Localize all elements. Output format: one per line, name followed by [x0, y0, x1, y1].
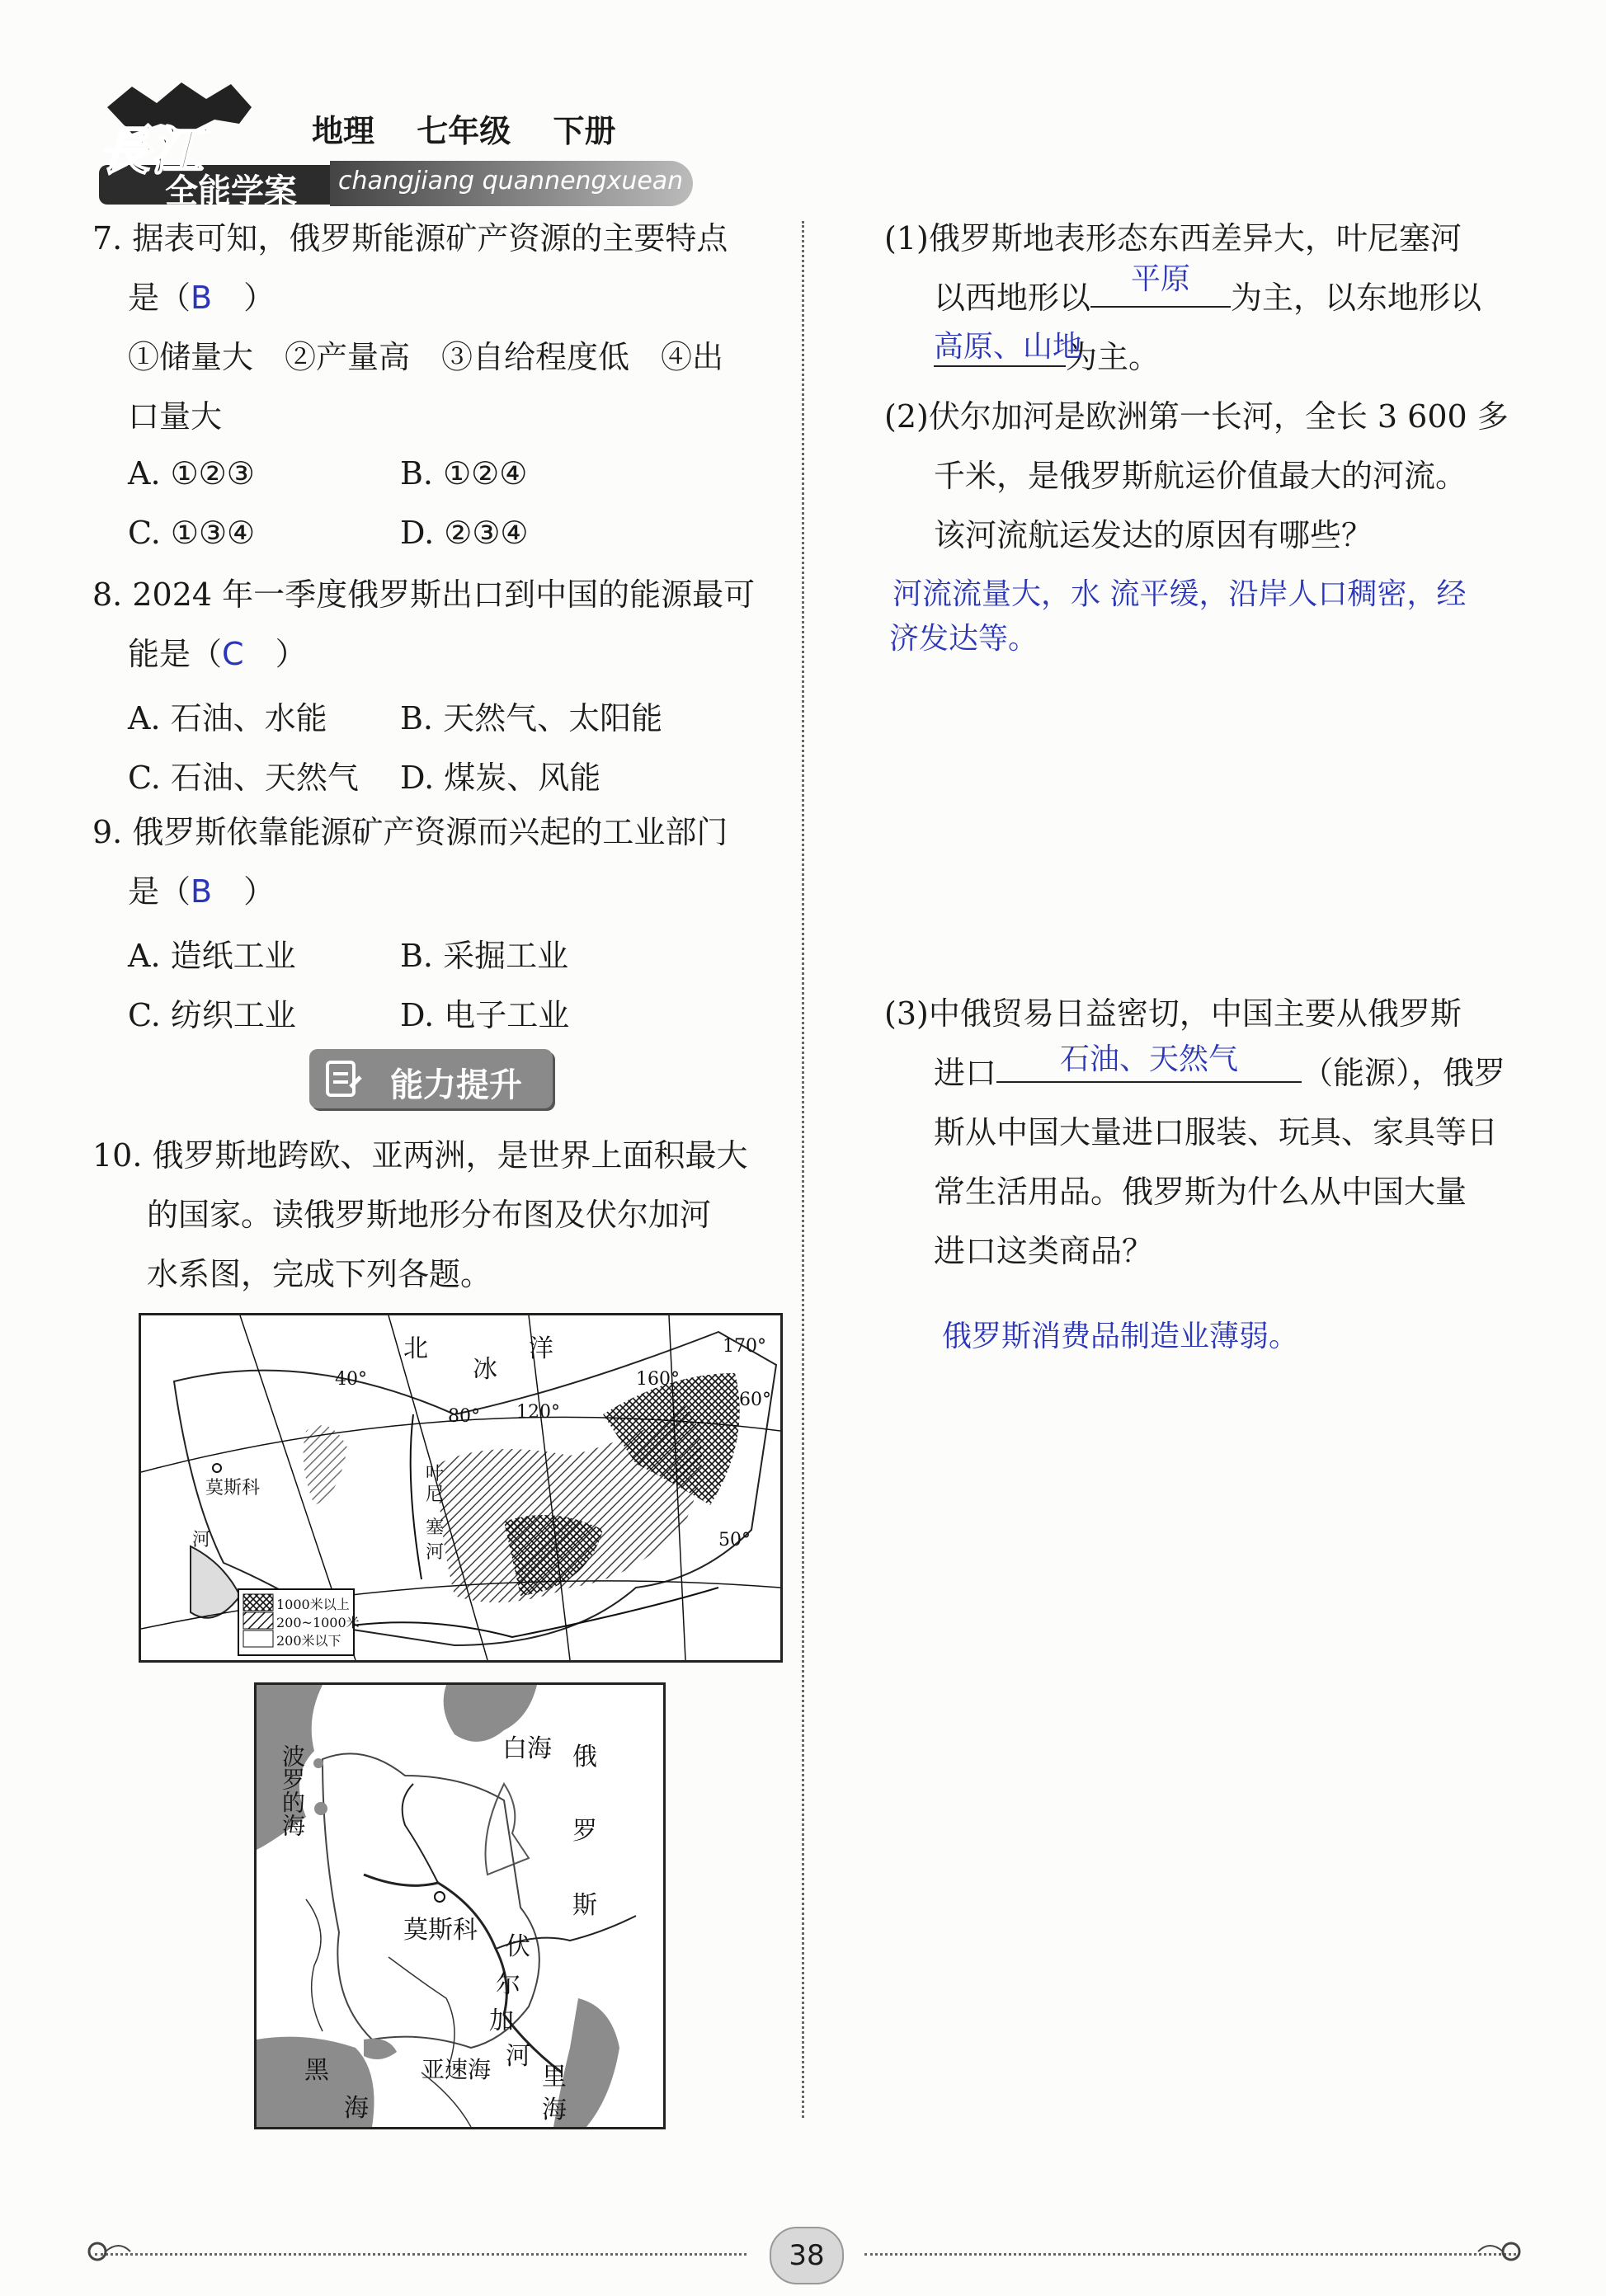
- brand-top: 長江: [97, 120, 203, 182]
- p1-answer-2: 高原、山地: [934, 330, 1083, 364]
- yenisei-he: 河: [426, 1542, 445, 1563]
- p2-answer-line1: 河流流量大，水 流平缓，沿岸人口稠密，经: [892, 577, 1467, 611]
- q9-paren-close: ）: [243, 873, 276, 910]
- meridian-160: 160°: [636, 1369, 680, 1390]
- q8-option-b: B. 天然气、太阳能: [400, 700, 663, 736]
- q8-line1: 8. 2024 年一季度俄罗斯出口到中国的能源最可: [92, 576, 756, 613]
- parallel-50: 50°: [718, 1530, 751, 1550]
- p3-line3: 斯从中国大量进口服装、玩具、家具等日: [934, 1114, 1499, 1150]
- grade: 七年级: [417, 113, 511, 149]
- p3-answer-blank: 石油、天然气: [1060, 1042, 1239, 1076]
- p1-blank-2: [934, 327, 1083, 367]
- q7-paren-close: ）: [243, 280, 276, 316]
- baltic-4: 海: [279, 1814, 306, 1837]
- q7-option-d: D. ②③④: [400, 515, 529, 551]
- p2-line3: 该河流航运发达的原因有哪些？: [934, 517, 1373, 553]
- baltic-3: 的: [279, 1790, 306, 1814]
- q10-line1: 10. 俄罗斯地跨欧、亚两洲，是世界上面积最大: [92, 1137, 748, 1174]
- volga-fu: 伏: [506, 1932, 530, 1961]
- q9-line1: 9. 俄罗斯依靠能源矿产资源而兴起的工业部门: [92, 814, 728, 850]
- q9-option-c: C. 纺织工业: [128, 997, 296, 1033]
- q7-line1: 7. 据表可知，俄罗斯能源矿产资源的主要特点: [92, 220, 728, 256]
- yenisei-ni: 尼: [426, 1484, 445, 1505]
- meridian-80: 80°: [448, 1406, 480, 1427]
- p1-blank-1: [1090, 262, 1231, 308]
- p1-line2: [934, 262, 1482, 327]
- baltic-1: 波: [279, 1744, 306, 1767]
- baltic-2: 罗: [279, 1767, 306, 1790]
- footer-rule-right: [864, 2253, 1516, 2256]
- p3-line1: (3)中俄贸易日益密切，中国主要从俄罗斯: [884, 995, 1462, 1032]
- p3-line4: 常生活用品。俄罗斯为什么从中国大量: [934, 1174, 1467, 1210]
- q7-answer: B: [191, 280, 213, 316]
- q9-option-b: B. 采掘工业: [400, 938, 569, 974]
- section-title: 能力提升: [390, 1066, 522, 1104]
- volga-river-map: [254, 1682, 666, 2129]
- moscow-label-2: 莫斯科: [403, 1916, 478, 1945]
- q7-paren-open: 是（: [128, 280, 191, 316]
- p3-line5: 进口这类商品？: [934, 1233, 1154, 1269]
- russia-luo: 罗: [572, 1817, 597, 1846]
- q7-line3: ①储量大 ②产量高 ③自给程度低 ④出: [128, 339, 724, 375]
- ocean-bei: 北: [403, 1334, 428, 1363]
- page-number-badge: [770, 2227, 844, 2284]
- p3-answer: 俄罗斯消费品制造业薄弱。: [942, 1320, 1299, 1353]
- footer-ornament-right: [1476, 2233, 1526, 2266]
- p1-text-c: 为主。: [1066, 339, 1161, 375]
- q8-paren-close: ）: [275, 636, 307, 672]
- q8-option-d: D. 煤炭、风能: [400, 760, 601, 796]
- russia-terrain-map: [139, 1313, 783, 1663]
- caspian-hai: 海: [542, 2096, 567, 2124]
- volume: 下册: [553, 113, 616, 149]
- brand-bottom: 全能学案: [165, 172, 297, 210]
- page-header: [82, 74, 693, 214]
- p3-text-b: （能源），俄罗: [1302, 1055, 1506, 1091]
- p1-text-b: 为主，以东地形以: [1231, 280, 1482, 316]
- q7-line2: [128, 268, 275, 327]
- q7-option-c: C. ①③④: [128, 515, 256, 551]
- footer-ornament-left: [82, 2233, 132, 2266]
- q7-option-a: A. ①②③: [128, 455, 255, 492]
- meridian-40: 40°: [335, 1369, 367, 1390]
- q7-option-b: B. ①②④: [400, 455, 528, 492]
- volga-he: 河: [506, 2042, 530, 2071]
- white-sea-label: 白海: [502, 1734, 552, 1763]
- page-number: 38: [789, 2239, 825, 2272]
- p1-line3: [934, 327, 1160, 387]
- p1-answer-1: 平原: [1131, 262, 1191, 296]
- caspian-li: 里: [542, 2063, 567, 2091]
- q8-option-a: A. 石油、水能: [128, 700, 327, 736]
- russia-e: 俄: [572, 1743, 597, 1771]
- q9-option-d: D. 电子工业: [400, 997, 570, 1033]
- p3-blank: [996, 1043, 1302, 1083]
- q9-line2: [128, 862, 275, 921]
- q9-paren-open: 是（: [128, 873, 191, 910]
- q8-line2: [128, 624, 307, 684]
- yenisei-ye: 叶: [426, 1464, 445, 1484]
- header-subject: [312, 106, 616, 151]
- azov-sea-label: 亚速海: [422, 2056, 492, 2083]
- clipboard-icon: [321, 1057, 364, 1100]
- legend-high: 1000米以上: [276, 1597, 350, 1612]
- black-sea-hei: 黑: [304, 2056, 329, 2085]
- ocean-yang: 洋: [529, 1334, 553, 1363]
- volga-er: 尔: [496, 1970, 520, 1999]
- russia-si: 斯: [572, 1891, 597, 1920]
- meridian-120: 120°: [516, 1402, 560, 1423]
- q10-line2: 的国家。读俄罗斯地形分布图及伏尔加河: [147, 1197, 712, 1233]
- q8-paren-open: 能是（: [128, 636, 223, 672]
- column-divider: [802, 221, 804, 2118]
- brand-pinyin: changjiang quannengxuean: [338, 167, 684, 195]
- p1-line1: (1)俄罗斯地表形态东西差异大，叶尼塞河: [884, 220, 1462, 256]
- q9-answer: B: [191, 873, 213, 910]
- legend-mid: 200~1000米: [276, 1615, 360, 1630]
- parallel-60: 60°: [739, 1390, 771, 1410]
- p3-line2: [934, 1043, 1505, 1103]
- p3-text-a: 进口: [934, 1055, 997, 1091]
- p2-line2: 千米，是俄罗斯航运价值最大的河流。: [934, 458, 1467, 494]
- subject: 地理: [312, 113, 375, 149]
- river-label: 河: [192, 1530, 211, 1550]
- section-heading: [309, 1049, 553, 1108]
- volga-jia: 加: [489, 2007, 514, 2035]
- q8-answer: C: [222, 636, 244, 672]
- baltic-sea-label: [280, 1744, 304, 1837]
- meridian-170: 170°: [723, 1336, 766, 1357]
- footer-rule-left: [95, 2253, 746, 2256]
- q9-option-a: A. 造纸工业: [128, 938, 296, 974]
- moscow-label: 莫斯科: [205, 1478, 261, 1499]
- q7-line4: 口量大: [128, 398, 223, 435]
- p1-text-a: 以西地形以: [934, 280, 1091, 316]
- q8-option-c: C. 石油、天然气: [128, 760, 359, 796]
- legend-low: 200米以下: [276, 1633, 341, 1649]
- p2-line1: (2)伏尔加河是欧洲第一长河，全长 3 600 多: [884, 398, 1509, 435]
- ocean-bing: 冰: [473, 1355, 497, 1384]
- yenisei-sai: 塞: [426, 1517, 445, 1538]
- p2-answer-line2: 济发达等。: [889, 622, 1038, 656]
- q10-line3: 水系图，完成下列各题。: [147, 1256, 492, 1292]
- black-sea-hai: 海: [344, 2094, 369, 2123]
